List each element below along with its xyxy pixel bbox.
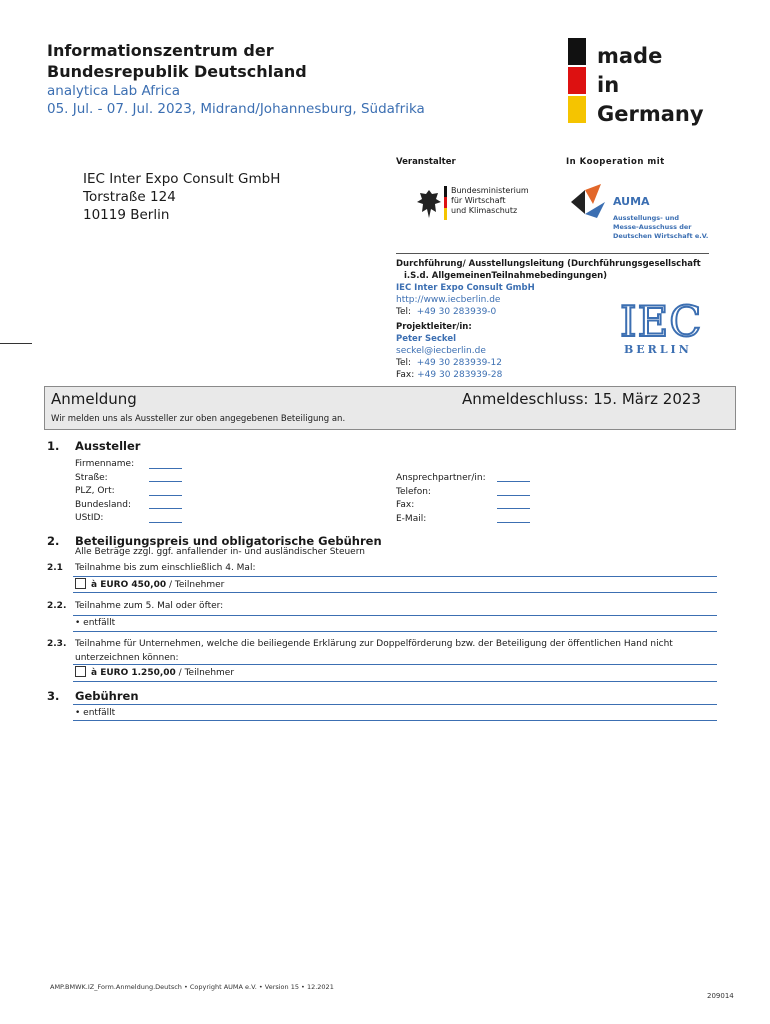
- event-name: analytica Lab Africa: [47, 83, 181, 99]
- label-firmenname: Firmenname:: [75, 459, 135, 469]
- item-2-3-text: Teilnahme für Unternehmen, welche die beiliegende Erklärung zur Doppelförderung bzw. der Beteiligung der öffentlichen Hand nicht unterzeichnen können:: [75, 639, 673, 663]
- registration-text: Wir melden uns als Aussteller zur oben angegebenen Beteiligung an.: [51, 414, 346, 424]
- footer-text: AMP.BMWK.IZ_Form.Anmeldung.Deutsch • Copyright AUMA e.V. • Version 15 • 12.2021: [50, 983, 334, 991]
- item-2-2-bottom-line: [73, 631, 717, 632]
- label-telefon: Telefon:: [396, 486, 431, 497]
- auma-mark-icon: [571, 184, 611, 218]
- item-2-1-bottom-line: [73, 592, 717, 593]
- project-email[interactable]: seckel@iecberlin.de: [396, 346, 486, 356]
- item-2-3-bottom-line: [73, 681, 717, 682]
- event-info: [47, 82, 425, 118]
- auma-text: AUMA: [613, 195, 650, 208]
- logo-word-germany: Germany: [597, 102, 704, 126]
- item-2-1-number: 2.1: [47, 563, 63, 573]
- project-tel: Tel: +49 30 283939-12: [396, 358, 503, 368]
- section-3-bottom-line: [73, 720, 717, 721]
- exhibitor-right-labels: [396, 472, 486, 526]
- address-city: 10119 Berlin: [83, 207, 170, 223]
- section-2-number: 2.: [47, 534, 60, 548]
- label-ustid: UStID:: [75, 513, 104, 523]
- title-line-2: Bundesrepublik Deutschland: [47, 62, 307, 81]
- ministry-name: Bundesministerium für Wirtschaft und Klimaschutz: [451, 186, 529, 215]
- plz-ort-field[interactable]: [149, 495, 182, 496]
- organizer-label: Veranstalter: [396, 157, 456, 167]
- document-number: 209014: [707, 992, 734, 1000]
- flag-black-bar: [568, 38, 586, 65]
- cooperation-label: In Kooperation mit: [566, 157, 665, 167]
- registration-title: Anmeldung: [51, 390, 137, 408]
- federal-eagle-icon: [416, 188, 442, 222]
- section-3-line: [73, 704, 717, 705]
- project-name: Peter Seckel: [396, 334, 457, 344]
- address-street: Torstraße 124: [83, 189, 176, 205]
- section-1-title: Aussteller: [75, 439, 141, 453]
- telefon-field[interactable]: [497, 495, 530, 496]
- firmenname-field[interactable]: [149, 468, 182, 469]
- federal-ministry-logo: [416, 186, 536, 226]
- label-bundesland: Bundesland:: [75, 499, 131, 510]
- item-2-2-line: [73, 615, 717, 616]
- divider: [396, 253, 709, 254]
- label-email: E-Mail:: [396, 513, 427, 524]
- label-plz-ort: PLZ, Ort:: [75, 486, 115, 496]
- item-2-2-number: 2.2.: [47, 601, 67, 611]
- label-ansprechpartner: Ansprechpartner/in:: [396, 473, 486, 483]
- label-fax: Fax:: [396, 500, 415, 510]
- item-2-2-value: • entfällt: [75, 618, 116, 628]
- fold-mark: [0, 343, 32, 344]
- execution-url[interactable]: http://www.iecberlin.de: [396, 295, 501, 305]
- exhibitor-left-labels: [75, 458, 134, 526]
- iec-berlin-logo: IEC BERLIN: [620, 297, 703, 356]
- section-1-number: 1.: [47, 439, 60, 453]
- strasse-field[interactable]: [149, 481, 182, 482]
- bundesland-field[interactable]: [149, 508, 182, 509]
- item-2-2-text: Teilnahme zum 5. Mal oder öfter:: [75, 601, 224, 611]
- label-strasse: Straße:: [75, 472, 108, 483]
- auma-subtitle: Ausstellungs- und Messe-Ausschuss der Deutschen Wirtschaft e.V.: [613, 214, 709, 240]
- ustid-field[interactable]: [149, 522, 182, 523]
- event-dates: 05. Jul. - 07. Jul. 2023, Midrand/Johannesburg, Südafrika: [47, 101, 425, 117]
- item-2-1-checkbox[interactable]: [75, 578, 86, 589]
- title-line-1: Informationszentrum der: [47, 41, 274, 60]
- execution-company: IEC Inter Expo Consult GmbH: [396, 283, 535, 293]
- logo-word-made: made: [597, 44, 663, 68]
- item-2-3-option: à EURO 1.250,00 / Teilnehmer: [75, 666, 234, 681]
- execution-tel: Tel: +49 30 283939-0: [396, 307, 497, 317]
- logo-word-in: in: [597, 73, 620, 97]
- item-2-3-number: 2.3.: [47, 639, 67, 649]
- execution-info: Durchführung/ Ausstellungsleitung (Durchführungsgesellschaft i.S.d. AllgemeinenTeilnahmebedingungen) IEC Inter Expo Consult GmbH http://www.iecberlin.de Tel: +49 30 283939-0: [396, 259, 701, 317]
- item-2-3-line: [73, 664, 717, 665]
- section-3-value: • entfällt: [75, 708, 116, 718]
- fax-field[interactable]: [497, 508, 530, 509]
- page-title: [47, 40, 307, 82]
- section-3-number: 3.: [47, 689, 60, 703]
- item-2-1-line: [73, 576, 717, 577]
- item-2-1-option: à EURO 450,00 / Teilnehmer: [75, 578, 224, 593]
- auma-logo: [571, 184, 721, 244]
- address-company: IEC Inter Expo Consult GmbH: [83, 171, 281, 187]
- item-2-1-text: Teilnahme bis zum einschließlich 4. Mal:: [75, 563, 256, 573]
- flag-gold-bar: [568, 96, 586, 123]
- email-field[interactable]: [497, 522, 530, 523]
- project-info: Projektleiter/in: Peter Seckel seckel@iecberlin.de Tel: +49 30 283939-12 Fax: +49 30 283939-28: [396, 322, 503, 380]
- registration-deadline: Anmeldeschluss: 15. März 2023: [462, 390, 701, 408]
- made-in-germany-logo: [568, 38, 708, 128]
- flag-red-bar: [568, 67, 586, 94]
- project-fax: Fax: +49 30 283939-28: [396, 370, 503, 380]
- recipient-address: [83, 170, 280, 224]
- section-3-title: Gebühren: [75, 689, 139, 703]
- section-2-note: Alle Beträge zzgl. ggf. anfallender in- und ausländischer Steuern: [75, 547, 365, 557]
- section-2-title: Beteiligungspreis und obligatorische Gebühren: [75, 534, 382, 548]
- ansprechpartner-field[interactable]: [497, 481, 530, 482]
- item-2-3-checkbox[interactable]: [75, 666, 86, 677]
